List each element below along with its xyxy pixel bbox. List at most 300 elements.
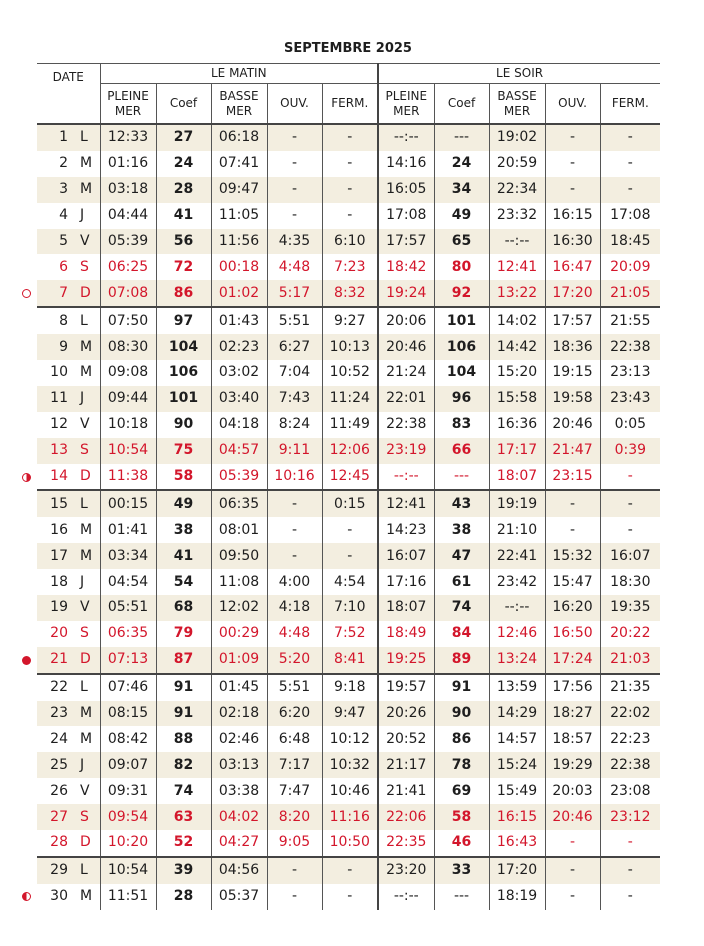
evening-high-tide-cell: 18:07 bbox=[378, 595, 434, 621]
evening-close-header: FERM. bbox=[600, 84, 660, 125]
morning-coef-cell: 63 bbox=[156, 804, 211, 830]
day-cell: 4 bbox=[59, 207, 68, 224]
evening-high-tide-header: PLEINE MER bbox=[378, 84, 434, 125]
weekday-cell: S bbox=[80, 258, 89, 275]
evening-open-cell: 16:47 bbox=[545, 254, 600, 280]
evening-high-tide-cell: 22:35 bbox=[378, 830, 434, 857]
evening-low-tide-cell: 14:02 bbox=[489, 307, 545, 334]
evening-open-cell: 21:47 bbox=[545, 438, 600, 464]
morning-coef-cell: 38 bbox=[156, 517, 211, 543]
morning-close-cell: - bbox=[322, 203, 378, 229]
morning-low-tide-cell: 11:05 bbox=[211, 203, 267, 229]
morning-high-tide-cell: 09:31 bbox=[100, 778, 156, 804]
morning-high-tide-cell: 09:44 bbox=[100, 386, 156, 412]
evening-low-tide-cell: 17:20 bbox=[489, 857, 545, 884]
evening-close-cell: - bbox=[600, 464, 660, 491]
evening-coef-cell: --- bbox=[434, 464, 489, 491]
table-row bbox=[37, 412, 660, 438]
weekday-cell: J bbox=[80, 207, 85, 224]
evening-close-cell: 0:05 bbox=[600, 412, 660, 438]
morning-open-cell: 7:17 bbox=[267, 752, 322, 778]
evening-coef-cell: 49 bbox=[434, 203, 489, 229]
evening-low-tide-cell: 16:15 bbox=[489, 804, 545, 830]
morning-close-cell: 12:06 bbox=[322, 438, 378, 464]
morning-low-tide-cell: 00:29 bbox=[211, 621, 267, 647]
evening-close-cell: 0:39 bbox=[600, 438, 660, 464]
day-cell: 29 bbox=[37, 857, 76, 884]
day-cell: 22 bbox=[37, 674, 76, 701]
morning-close-cell: 11:49 bbox=[322, 412, 378, 438]
morning-coef-cell: 28 bbox=[156, 884, 211, 910]
morning-close-header: FERM. bbox=[322, 84, 378, 125]
evening-coef-cell: 84 bbox=[434, 621, 489, 647]
evening-high-tide-cell: 21:17 bbox=[378, 752, 434, 778]
new-moon-icon bbox=[22, 656, 31, 665]
morning-close-cell: - bbox=[322, 177, 378, 203]
morning-open-cell: 10:16 bbox=[267, 464, 322, 491]
morning-low-tide-cell: 06:18 bbox=[211, 124, 267, 151]
evening-close-cell: - bbox=[600, 884, 660, 910]
evening-high-tide-cell: 20:46 bbox=[378, 334, 434, 360]
evening-coef-cell: 43 bbox=[434, 490, 489, 517]
morning-low-tide-cell: 03:13 bbox=[211, 752, 267, 778]
evening-close-cell: 22:02 bbox=[600, 701, 660, 727]
evening-open-cell: - bbox=[545, 830, 600, 857]
morning-coef-cell: 54 bbox=[156, 569, 211, 595]
morning-open-cell: 8:24 bbox=[267, 412, 322, 438]
morning-coef-cell: 41 bbox=[156, 543, 211, 569]
morning-high-tide-cell: 10:18 bbox=[100, 412, 156, 438]
evening-open-cell: 17:57 bbox=[545, 307, 600, 334]
evening-close-cell: 23:08 bbox=[600, 778, 660, 804]
evening-low-tide-cell: 13:59 bbox=[489, 674, 545, 701]
evening-coef-cell: 61 bbox=[434, 569, 489, 595]
morning-high-tide-cell: 09:54 bbox=[100, 804, 156, 830]
morning-close-cell: - bbox=[322, 543, 378, 569]
full-moon-icon bbox=[22, 289, 31, 298]
morning-coef-cell: 79 bbox=[156, 621, 211, 647]
morning-high-tide-cell: 07:13 bbox=[100, 647, 156, 674]
morning-coef-cell: 74 bbox=[156, 778, 211, 804]
evening-low-tide-cell: 23:42 bbox=[489, 569, 545, 595]
morning-high-tide-cell: 09:07 bbox=[100, 752, 156, 778]
morning-close-cell: - bbox=[322, 884, 378, 910]
morning-low-tide-cell: 11:56 bbox=[211, 229, 267, 255]
morning-open-cell: - bbox=[267, 151, 322, 177]
evening-close-cell: 21:03 bbox=[600, 647, 660, 674]
page-title: SEPTEMBRE 2025 bbox=[284, 41, 412, 56]
morning-low-tide-cell: 08:01 bbox=[211, 517, 267, 543]
weekday-cell: J bbox=[80, 573, 85, 590]
evening-low-tide-cell: --:-- bbox=[489, 595, 545, 621]
morning-close-cell: 7:52 bbox=[322, 621, 378, 647]
evening-open-cell: 18:36 bbox=[545, 334, 600, 360]
evening-coef-cell: 69 bbox=[434, 778, 489, 804]
morning-open-cell: - bbox=[267, 177, 322, 203]
evening-coef-cell: 24 bbox=[434, 151, 489, 177]
weekday-cell: V bbox=[76, 595, 100, 621]
morning-close-cell: 8:32 bbox=[322, 280, 378, 307]
morning-high-tide-cell: 04:44 bbox=[100, 203, 156, 229]
evening-close-cell: 21:35 bbox=[600, 674, 660, 701]
evening-open-cell: - bbox=[545, 884, 600, 910]
evening-high-tide-cell: 17:57 bbox=[378, 229, 434, 255]
table-row bbox=[37, 569, 660, 595]
first-quarter-icon bbox=[22, 892, 31, 901]
evening-low-tide-cell: 12:41 bbox=[489, 254, 545, 280]
morning-low-tide-cell: 03:02 bbox=[211, 360, 267, 386]
morning-coef-cell: 58 bbox=[156, 464, 211, 491]
weekday-cell: D bbox=[80, 834, 91, 851]
evening-high-tide-cell: 22:06 bbox=[378, 804, 434, 830]
morning-high-tide-cell: 08:30 bbox=[100, 334, 156, 360]
evening-low-tide-cell: 13:22 bbox=[489, 280, 545, 307]
evening-open-cell: 19:15 bbox=[545, 360, 600, 386]
day-cell: 30 bbox=[50, 888, 68, 905]
morning-low-tide-cell: 05:39 bbox=[211, 464, 267, 491]
weekday-cell: L bbox=[76, 857, 100, 884]
evening-high-tide-cell: 12:41 bbox=[378, 490, 434, 517]
morning-close-cell: - bbox=[322, 124, 378, 151]
day-cell: 3 bbox=[37, 177, 76, 203]
table-row bbox=[37, 464, 660, 491]
morning-high-tide-cell: 03:34 bbox=[100, 543, 156, 569]
morning-coef-cell: 106 bbox=[156, 360, 211, 386]
evening-high-tide-cell: 18:49 bbox=[378, 621, 434, 647]
morning-open-cell: 4:35 bbox=[267, 229, 322, 255]
evening-high-tide-cell: 19:24 bbox=[378, 280, 434, 307]
evening-close-cell: - bbox=[600, 517, 660, 543]
evening-open-cell: 17:56 bbox=[545, 674, 600, 701]
evening-close-cell: - bbox=[600, 151, 660, 177]
evening-high-tide-cell: 17:16 bbox=[378, 569, 434, 595]
morning-close-cell: 9:27 bbox=[322, 307, 378, 334]
morning-open-cell: - bbox=[267, 124, 322, 151]
evening-open-cell: 18:57 bbox=[545, 726, 600, 752]
evening-high-tide-cell: 19:57 bbox=[378, 674, 434, 701]
morning-open-cell: 8:20 bbox=[267, 804, 322, 830]
morning-low-tide-cell: 04:56 bbox=[211, 857, 267, 884]
evening-low-tide-cell: 17:17 bbox=[489, 438, 545, 464]
day-cell: 23 bbox=[37, 701, 76, 727]
evening-open-cell: 18:27 bbox=[545, 701, 600, 727]
day-cell: 20 bbox=[50, 625, 68, 642]
morning-open-cell: 7:47 bbox=[267, 778, 322, 804]
morning-open-cell: 5:20 bbox=[267, 647, 322, 674]
evening-high-tide-cell: 19:25 bbox=[378, 647, 434, 674]
morning-high-tide-cell: 05:39 bbox=[100, 229, 156, 255]
evening-open-cell: 20:46 bbox=[545, 804, 600, 830]
morning-open-cell: 9:05 bbox=[267, 830, 322, 857]
evening-high-tide-cell: 21:24 bbox=[378, 360, 434, 386]
morning-open-cell: 5:17 bbox=[267, 280, 322, 307]
evening-header: LE SOIR bbox=[378, 64, 660, 84]
evening-coef-cell: 38 bbox=[434, 517, 489, 543]
morning-high-tide-header: PLEINE MER bbox=[100, 84, 156, 125]
weekday-cell: S bbox=[76, 438, 100, 464]
morning-high-tide-cell: 03:18 bbox=[100, 177, 156, 203]
morning-coef-cell: 52 bbox=[156, 830, 211, 857]
evening-low-tide-cell: 14:57 bbox=[489, 726, 545, 752]
evening-low-tide-cell: 18:07 bbox=[489, 464, 545, 491]
table-row bbox=[37, 490, 660, 517]
evening-coef-cell: 47 bbox=[434, 543, 489, 569]
morning-coef-cell: 75 bbox=[156, 438, 211, 464]
day-cell: 17 bbox=[37, 543, 76, 569]
evening-close-cell: 18:30 bbox=[600, 569, 660, 595]
day-cell: 27 bbox=[37, 804, 76, 830]
morning-coef-cell: 39 bbox=[156, 857, 211, 884]
morning-high-tide-cell: 11:38 bbox=[100, 464, 156, 491]
evening-coef-cell: 46 bbox=[434, 830, 489, 857]
evening-open-cell: 16:50 bbox=[545, 621, 600, 647]
evening-close-cell: 22:23 bbox=[600, 726, 660, 752]
evening-close-cell: 18:45 bbox=[600, 229, 660, 255]
weekday-cell: M bbox=[76, 334, 100, 360]
morning-close-cell: - bbox=[322, 151, 378, 177]
evening-open-cell: 16:20 bbox=[545, 595, 600, 621]
table-row bbox=[37, 280, 660, 307]
evening-low-tide-cell: 15:24 bbox=[489, 752, 545, 778]
morning-open-cell: - bbox=[267, 517, 322, 543]
morning-low-tide-cell: 01:45 bbox=[211, 674, 267, 701]
morning-open-cell: 5:51 bbox=[267, 307, 322, 334]
day-cell: 19 bbox=[37, 595, 76, 621]
morning-low-tide-cell: 04:18 bbox=[211, 412, 267, 438]
morning-open-cell: - bbox=[267, 884, 322, 910]
table-row bbox=[37, 778, 660, 804]
morning-close-cell: 7:10 bbox=[322, 595, 378, 621]
morning-coef-cell: 101 bbox=[156, 386, 211, 412]
morning-low-tide-cell: 00:18 bbox=[211, 254, 267, 280]
evening-low-tide-cell: --:-- bbox=[489, 229, 545, 255]
evening-close-cell: - bbox=[600, 857, 660, 884]
evening-low-tide-cell: 16:43 bbox=[489, 830, 545, 857]
evening-coef-cell: 91 bbox=[434, 674, 489, 701]
weekday-cell: V bbox=[80, 782, 90, 799]
day-cell: 9 bbox=[37, 334, 76, 360]
morning-low-tide-cell: 01:02 bbox=[211, 280, 267, 307]
last-quarter-icon bbox=[22, 473, 31, 482]
morning-high-tide-cell: 01:41 bbox=[100, 517, 156, 543]
evening-open-cell: - bbox=[545, 857, 600, 884]
morning-coef-cell: 41 bbox=[156, 203, 211, 229]
morning-high-tide-cell: 08:15 bbox=[100, 701, 156, 727]
evening-close-cell: 23:13 bbox=[600, 360, 660, 386]
morning-close-cell: 10:32 bbox=[322, 752, 378, 778]
morning-high-tide-cell: 04:54 bbox=[100, 569, 156, 595]
evening-low-tide-cell: 21:10 bbox=[489, 517, 545, 543]
morning-open-cell: 4:00 bbox=[267, 569, 322, 595]
day-cell: 13 bbox=[37, 438, 76, 464]
evening-high-tide-cell: 20:52 bbox=[378, 726, 434, 752]
evening-close-cell: 22:38 bbox=[600, 334, 660, 360]
table-row bbox=[37, 674, 660, 701]
morning-close-cell: 10:46 bbox=[322, 778, 378, 804]
morning-close-cell: - bbox=[322, 857, 378, 884]
evening-low-tide-cell: 15:49 bbox=[489, 778, 545, 804]
morning-low-tide-cell: 04:57 bbox=[211, 438, 267, 464]
morning-high-tide-cell: 07:46 bbox=[100, 674, 156, 701]
evening-low-tide-cell: 20:59 bbox=[489, 151, 545, 177]
weekday-cell: S bbox=[76, 804, 100, 830]
morning-high-tide-cell: 10:54 bbox=[100, 438, 156, 464]
day-cell: 10 bbox=[50, 364, 68, 381]
morning-close-cell: 11:24 bbox=[322, 386, 378, 412]
evening-coef-cell: 86 bbox=[434, 726, 489, 752]
morning-high-tide-cell: 07:08 bbox=[100, 280, 156, 307]
morning-open-cell: 7:43 bbox=[267, 386, 322, 412]
evening-low-tide-cell: 22:41 bbox=[489, 543, 545, 569]
table-row bbox=[37, 857, 660, 884]
day-cell: 5 bbox=[37, 229, 76, 255]
evening-close-cell: 23:43 bbox=[600, 386, 660, 412]
weekday-cell: M bbox=[76, 701, 100, 727]
evening-open-cell: 20:46 bbox=[545, 412, 600, 438]
table-row bbox=[37, 517, 660, 543]
evening-coef-cell: 92 bbox=[434, 280, 489, 307]
evening-high-tide-cell: 22:01 bbox=[378, 386, 434, 412]
morning-high-tide-cell: 01:16 bbox=[100, 151, 156, 177]
day-cell: 26 bbox=[50, 782, 68, 799]
evening-open-cell: 20:03 bbox=[545, 778, 600, 804]
table-row bbox=[37, 804, 660, 830]
evening-coef-cell: 58 bbox=[434, 804, 489, 830]
table-row bbox=[37, 726, 660, 752]
day-cell: 18 bbox=[50, 573, 68, 590]
day-cell: 1 bbox=[37, 124, 76, 151]
evening-open-cell: 15:32 bbox=[545, 543, 600, 569]
evening-close-cell: 21:55 bbox=[600, 307, 660, 334]
evening-coef-cell: 89 bbox=[434, 647, 489, 674]
evening-low-tide-cell: 13:24 bbox=[489, 647, 545, 674]
tide-table bbox=[37, 63, 660, 910]
evening-low-tide-cell: 12:46 bbox=[489, 621, 545, 647]
evening-high-tide-cell: 18:42 bbox=[378, 254, 434, 280]
evening-open-cell: - bbox=[545, 517, 600, 543]
weekday-cell: D bbox=[80, 468, 91, 485]
evening-open-cell: 23:15 bbox=[545, 464, 600, 491]
day-cell: 11 bbox=[37, 386, 76, 412]
morning-close-cell: 0:15 bbox=[322, 490, 378, 517]
table-row bbox=[37, 360, 660, 386]
evening-high-tide-cell: 16:07 bbox=[378, 543, 434, 569]
evening-high-tide-cell: 23:19 bbox=[378, 438, 434, 464]
evening-coef-header: Coef bbox=[434, 84, 489, 125]
morning-low-tide-cell: 04:27 bbox=[211, 830, 267, 857]
morning-open-cell: 4:48 bbox=[267, 621, 322, 647]
evening-high-tide-cell: --:-- bbox=[378, 124, 434, 151]
evening-high-tide-cell: 17:08 bbox=[378, 203, 434, 229]
morning-low-tide-cell: 02:23 bbox=[211, 334, 267, 360]
morning-high-tide-cell: 06:25 bbox=[100, 254, 156, 280]
day-cell: 25 bbox=[37, 752, 76, 778]
evening-high-tide-cell: 22:38 bbox=[378, 412, 434, 438]
morning-open-cell: 4:48 bbox=[267, 254, 322, 280]
day-cell: 7 bbox=[37, 280, 76, 307]
evening-open-cell: - bbox=[545, 151, 600, 177]
evening-low-tide-cell: 14:42 bbox=[489, 334, 545, 360]
weekday-cell: V bbox=[76, 229, 100, 255]
morning-close-cell: 4:54 bbox=[322, 569, 378, 595]
evening-close-cell: 19:35 bbox=[600, 595, 660, 621]
weekday-cell: L bbox=[76, 307, 100, 334]
morning-low-tide-cell: 02:18 bbox=[211, 701, 267, 727]
morning-open-cell: 4:18 bbox=[267, 595, 322, 621]
morning-low-tide-cell: 05:37 bbox=[211, 884, 267, 910]
weekday-cell: M bbox=[80, 155, 93, 172]
evening-open-cell: 19:29 bbox=[545, 752, 600, 778]
day-cell: 15 bbox=[37, 490, 76, 517]
table-row bbox=[37, 884, 660, 910]
morning-high-tide-cell: 05:51 bbox=[100, 595, 156, 621]
evening-high-tide-cell: 14:16 bbox=[378, 151, 434, 177]
evening-close-cell: - bbox=[600, 124, 660, 151]
evening-coef-cell: --- bbox=[434, 884, 489, 910]
morning-low-tide-cell: 09:47 bbox=[211, 177, 267, 203]
evening-coef-cell: 83 bbox=[434, 412, 489, 438]
morning-coef-cell: 49 bbox=[156, 490, 211, 517]
evening-low-tide-cell: 18:19 bbox=[489, 884, 545, 910]
evening-open-header: OUV. bbox=[545, 84, 600, 125]
morning-high-tide-cell: 10:20 bbox=[100, 830, 156, 857]
evening-coef-cell: 90 bbox=[434, 701, 489, 727]
evening-open-cell: 17:20 bbox=[545, 280, 600, 307]
morning-open-cell: 5:51 bbox=[267, 674, 322, 701]
morning-close-cell: 10:12 bbox=[322, 726, 378, 752]
weekday-cell: J bbox=[76, 752, 100, 778]
date-header: DATE bbox=[37, 64, 100, 125]
morning-high-tide-cell: 11:51 bbox=[100, 884, 156, 910]
morning-low-tide-header: BASSE MER bbox=[211, 84, 267, 125]
morning-coef-cell: 104 bbox=[156, 334, 211, 360]
evening-high-tide-cell: 14:23 bbox=[378, 517, 434, 543]
table-row bbox=[37, 254, 660, 280]
evening-high-tide-cell: 16:05 bbox=[378, 177, 434, 203]
morning-coef-cell: 88 bbox=[156, 726, 211, 752]
day-cell: 8 bbox=[37, 307, 76, 334]
evening-close-cell: - bbox=[600, 830, 660, 857]
morning-low-tide-cell: 12:02 bbox=[211, 595, 267, 621]
morning-coef-cell: 97 bbox=[156, 307, 211, 334]
evening-coef-cell: 104 bbox=[434, 360, 489, 386]
evening-coef-cell: 80 bbox=[434, 254, 489, 280]
evening-coef-cell: 66 bbox=[434, 438, 489, 464]
table-row bbox=[37, 151, 660, 177]
evening-coef-cell: 74 bbox=[434, 595, 489, 621]
evening-coef-cell: 34 bbox=[434, 177, 489, 203]
table-row bbox=[37, 621, 660, 647]
table-row bbox=[37, 334, 660, 360]
day-cell: 24 bbox=[50, 730, 68, 747]
morning-low-tide-cell: 01:09 bbox=[211, 647, 267, 674]
weekday-cell: J bbox=[76, 386, 100, 412]
morning-coef-header: Coef bbox=[156, 84, 211, 125]
evening-low-tide-cell: 15:58 bbox=[489, 386, 545, 412]
evening-high-tide-cell: --:-- bbox=[378, 884, 434, 910]
morning-close-cell: 10:13 bbox=[322, 334, 378, 360]
morning-coef-cell: 87 bbox=[156, 647, 211, 674]
evening-open-cell: 16:15 bbox=[545, 203, 600, 229]
morning-low-tide-cell: 03:40 bbox=[211, 386, 267, 412]
morning-open-cell: 9:11 bbox=[267, 438, 322, 464]
evening-high-tide-cell: 20:26 bbox=[378, 701, 434, 727]
table-row bbox=[37, 701, 660, 727]
table-row bbox=[37, 124, 660, 151]
morning-high-tide-cell: 12:33 bbox=[100, 124, 156, 151]
weekday-cell: V bbox=[80, 416, 90, 433]
weekday-cell: M bbox=[80, 730, 93, 747]
